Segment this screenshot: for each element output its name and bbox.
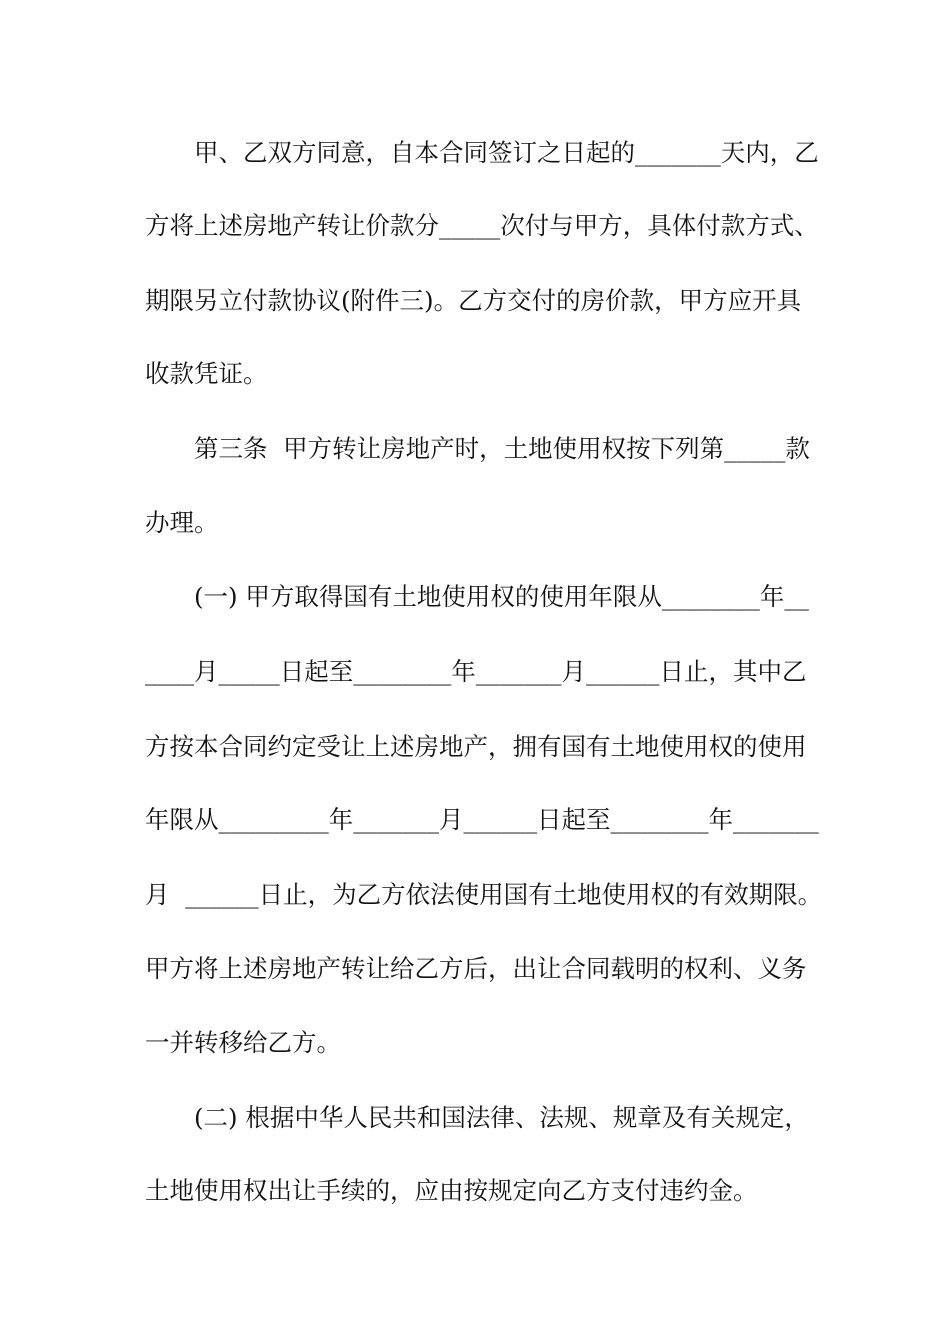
paragraph-line: 年限从_________年_______月______日起至________年_______ (145, 805, 819, 834)
paragraph-line: 办理。 (145, 508, 219, 537)
paragraph-line: 期限另立付款协议(附件三)。乙方交付的房价款，甲方应开具 (145, 286, 802, 315)
paragraph-line: 月 ______日止，为乙方依法使用国有土地使用权的有效期限。 (145, 880, 823, 909)
paragraph-line: 方按本合同约定受让上述房地产，拥有国有土地使用权的使用 (145, 732, 807, 761)
clause-one-line: (一) 甲方取得国有土地使用权的使用年限从________年__ (145, 582, 809, 611)
clause-two-line: (二) 根据中华人民共和国法律、法规、规章及有关规定， (145, 1103, 809, 1132)
article-heading-line: 第三条 甲方转让房地产时，土地使用权按下列第_____款 (145, 434, 810, 463)
paragraph-line: 一并转移给乙方。 (145, 1028, 341, 1057)
paragraph-line: ____月_____日起至________年_______月______日止，其中乙 (145, 657, 807, 686)
paragraph-line: 土地使用权出让手续的，应由按规定向乙方支付违约金。 (145, 1176, 758, 1205)
paragraph-line: 方将上述房地产转让价款分_____次付与甲方，具体付款方式、 (145, 211, 819, 240)
paragraph-line: 甲、乙双方同意，自本合同签订之日起的_______天内，乙 (145, 138, 819, 167)
paragraph-line: 收款凭证。 (145, 359, 268, 388)
paragraph-line: 甲方将上述房地产转让给乙方后，出让合同载明的权利、义务 (145, 954, 807, 983)
